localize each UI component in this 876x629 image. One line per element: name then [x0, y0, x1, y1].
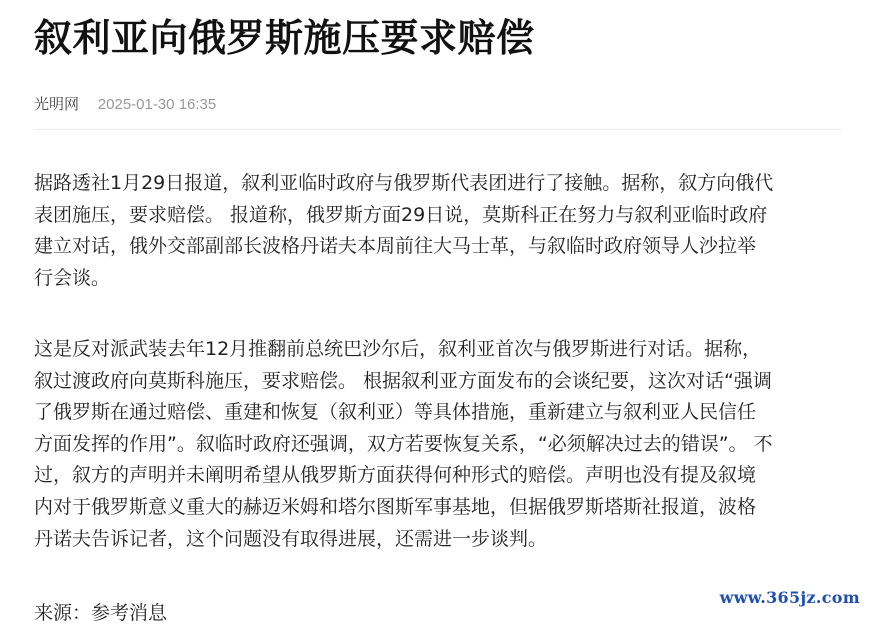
article-date: 2025-01-30 16:35: [97, 96, 217, 113]
paragraph-line: 过，叙方的声明并未阐明希望从俄罗斯方面获得何种形式的赔偿。声明也没有提及叙境: [34, 464, 757, 487]
paragraph-line: 叙过渡政府向莫斯科施压，要求赔偿。 根据叙利亚方面发布的会谈纪要，这次对话“强调: [34, 369, 772, 392]
article-source-footer-cutoff: 来源：参考消息: [34, 602, 168, 624]
paragraph-line: 表团施压，要求赔偿。 报道称，俄罗斯方面29日说，莫斯科正在努力与叙利亚临时政府: [34, 203, 768, 226]
article-meta: [34, 94, 216, 115]
header-divider: [34, 129, 842, 130]
paragraph-line: 方面发挥的作用”。叙临时政府还强调，双方若要恢复关系，“必须解决过去的错误”。 不: [34, 432, 773, 455]
paragraph-line: 丹诺夫告诉记者，这个问题没有取得进展，还需进一步谈判。: [34, 527, 548, 550]
article-paragraph-2: [34, 334, 846, 555]
paragraph-line: 内对于俄罗斯意义重大的赫迈米姆和塔尔图斯军事基地，但据俄罗斯塔斯社报道，波格: [34, 495, 757, 518]
paragraph-line: 建立对话，俄外交部副部长波格丹诺夫本周前往大马士革，与叙临时政府领导人沙拉举: [34, 235, 757, 258]
paragraph-line: 行会谈。: [34, 266, 111, 289]
article-paragraph-1: [34, 168, 846, 294]
site-watermark: www.365jz.com: [710, 586, 870, 609]
article-source[interactable]: 光明网: [34, 95, 80, 113]
paragraph-line: 了俄罗斯在通过赔偿、重建和恢复（叙利亚）等具体措施，重新建立与叙利亚人民信任: [34, 401, 757, 424]
paragraph-line: 据路透社1月29日报道，叙利亚临时政府与俄罗斯代表团进行了接触。据称，叙方向俄代: [34, 172, 774, 194]
article-title: 叙利亚向俄罗斯施压要求赔偿: [34, 16, 535, 60]
paragraph-line: 这是反对派武装去年12月推翻前总统巴沙尔后，叙利亚首次与俄罗斯进行对话。据称，: [34, 338, 762, 360]
